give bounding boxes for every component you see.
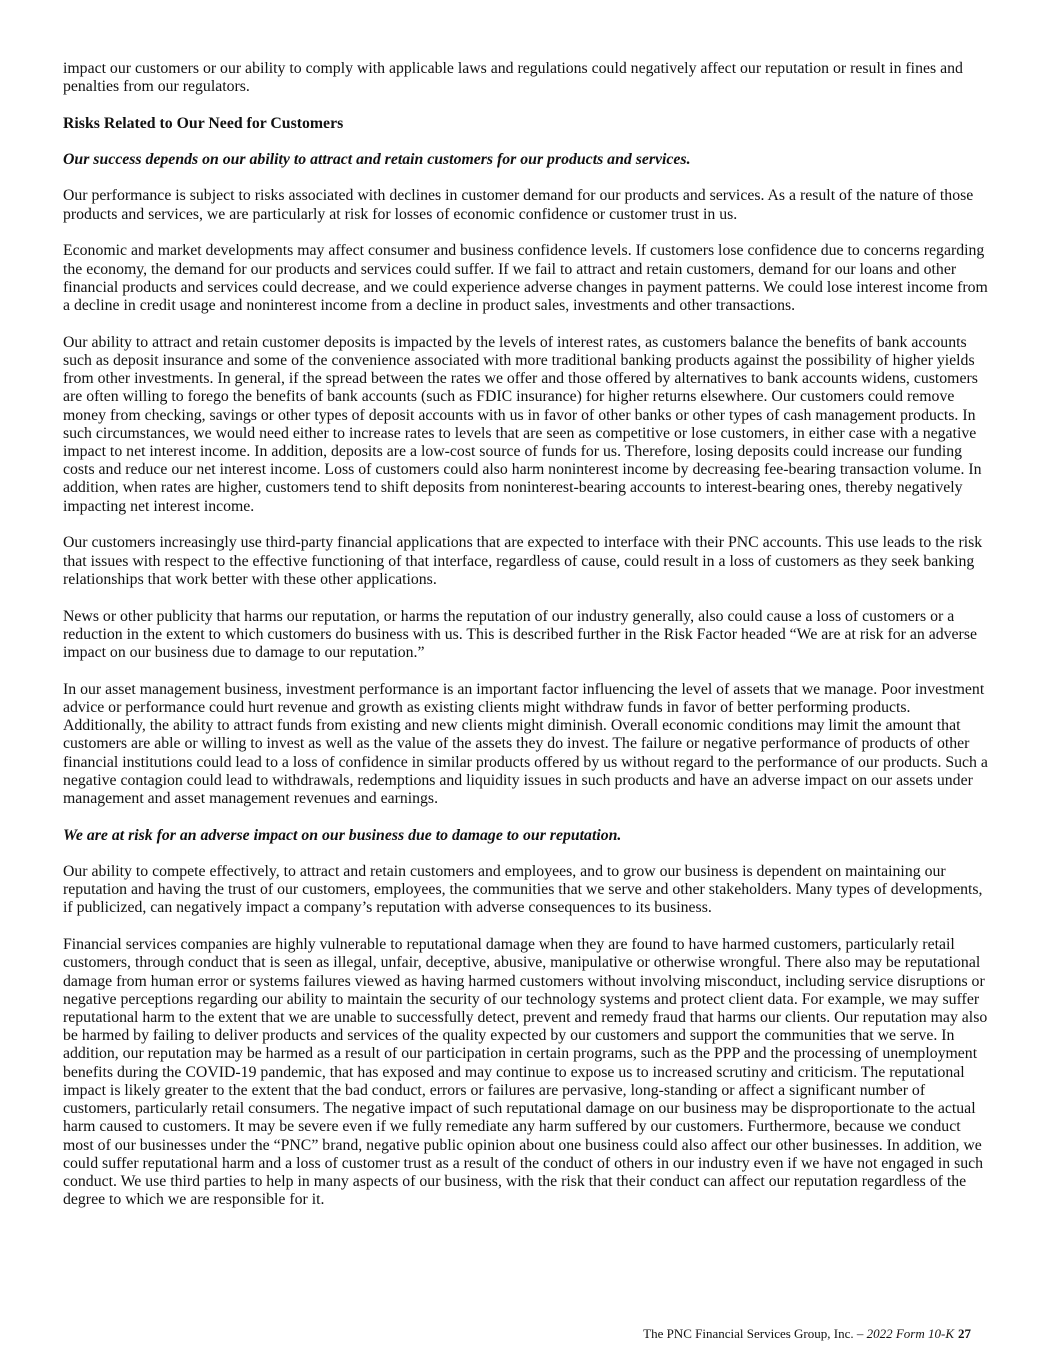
risk-factor-heading-reputation: We are at risk for an adverse impact on our business due to damage to our reputation. xyxy=(63,826,622,844)
risk1-paragraph: Our ability to attract and retain customer deposits is impacted by the levels of interest rates, as customers balance the benefits of bank accounts such as deposit insurance and some of the convenience associated with more traditional banking products against the possibility of higher yields from other investments. In general, if the spread between the rates we offer and those offered by alternatives to bank accounts widens, customers are often willing to forego the benefits of bank accounts (such as FDIC insurance) for higher returns elsewhere. Our customers could remove money from checking, savings or other types of deposit accounts with us in favor of other banks or other types of cash management products. In such circumstances, we would need either to increase rates to levels that are seen as competitive or lose customers, in either case with a negative impact to net interest income. In addition, deposits are a low-cost source of funds for us. Therefore, losing deposits could increase our funding costs and reduce our net interest income. Loss of customers could also harm noninterest income by decreasing fee-bearing transaction volume. In addition, when rates are higher, customers tend to shift deposits from noninterest-bearing accounts to interest-bearing ones, thereby negatively impacting net interest income. xyxy=(63,333,982,515)
document-page xyxy=(63,60,995,1228)
risk1-paragraph: Our customers increasingly use third-party financial applications that are expected to interface with their PNC accounts. This use leads to the risk that issues with respect to the effective functioning of that interface, regardless of cause, could result in a loss of customers as they seek banking relationships that work better with these other applications. xyxy=(63,534,983,588)
risk1-paragraph: Our performance is subject to risks associated with declines in customer demand for our products and services. As a result of the nature of those products and services, we are particularly at risk for losses of economic confidence or customer trust in us. xyxy=(63,187,974,223)
footer-company: The PNC Financial Services Group, Inc. – xyxy=(643,1326,867,1341)
risk2-paragraph: Our ability to compete effectively, to attract and retain customers and employees, and to grow our business is dependent on maintaining our reputation and having the trust of our customers, employees, the communities that we serve and other stakeholders. Many types of developments, if publicized, can negatively impact a company’s reputation with adverse consequences to its business. xyxy=(63,863,983,917)
section-heading: Risks Related to Our Need for Customers xyxy=(63,115,344,132)
risk1-paragraph: Economic and market developments may affect consumer and business confidence levels. If customers lose confidence due to concerns regarding the economy, the demand for our products and services could suffer. If we fail to attract and retain customers, demand for our loans and other financial products and services could decrease, and we could experience adverse changes in payment patterns. We could lose interest income from a decline in credit usage and noninterest income from a decline in product sales, investments and other transactions. xyxy=(63,242,988,315)
intro-continuation-paragraph: impact our customers or our ability to comply with applicable laws and regulations could negatively affect our reputation or result in fines and penalties from our regulators. xyxy=(63,60,963,96)
footer-form: 2022 Form 10-K xyxy=(866,1326,954,1341)
page-number: 27 xyxy=(958,1326,971,1341)
risk1-paragraph: News or other publicity that harms our reputation, or harms the reputation of our industry generally, also could cause a loss of customers or a reduction in the extent to which customers do business with us. This is described further in the Risk Factor headed “We are at risk for an adverse impact on our business due to damage to our reputation.” xyxy=(63,607,977,662)
risk-factor-heading-customers: Our success depends on our ability to attract and retain customers for our products and services. xyxy=(63,151,691,169)
page-footer xyxy=(643,1326,971,1342)
risk2-paragraph: Financial services companies are highly vulnerable to reputational damage when they are found to have harmed customers, particularly retail customers, through conduct that is seen as illegal, unfair, deceptive, abusive, manipulative or otherwise wrongful. There also may be reputational damage from human error or systems failures viewed as having harmed customers without involving misconduct, including service disruptions or negative perceptions regarding our ability to maintain the security of our technology systems and protect client data. For example, we may suffer reputational harm to the extent that we are unable to successfully detect, prevent and remedy fraud that harms our clients. Our reputation may also be harmed by failing to deliver products and services of the quality expected by our customers and support the communities that we serve. In addition, our reputation may be harmed as a result of our participation in certain programs, such as the PPP and the processing of unemployment benefits during the COVID-19 pandemic, that has exposed and may continue to expose us to increased scrutiny and criticism. The reputational impact is likely greater to the extent that the bad conduct, errors or failures are pervasive, long-standing or affect a significant number of customers, particularly retail consumers. The negative impact of such reputational damage on our business may be disproportionate to the actual harm caused to customers. It may be severe even if we fully remediate any harm suffered by our customers. Furthermore, because we conduct most of our businesses under the “PNC” brand, negative public opinion about one business could also affect our other businesses. In addition, we could suffer reputational harm and a loss of customer trust as a result of the conduct of others in our industry even if we have not engaged in such conduct. We use third parties to help in many aspects of our business, with the risk that their conduct can affect our reputation regardless of the degree to which we are responsible for it. xyxy=(63,936,988,1209)
risk1-paragraph: In our asset management business, investment performance is an important factor influencing the level of assets that we manage. Poor investment advice or performance could hurt revenue and growth as existing clients might withdraw funds in favor of better performing products. Additionally, the ability to attract funds from existing and new clients might diminish. Overall economic conditions may limit the amount that customers are able or willing to invest as well as the value of the assets they do invest. The failure or negative performance of products of other financial institutions could lead to a loss of confidence in similar products offered by us without regard to the performance of our products. Such a negative contagion could lead to withdrawals, redemptions and liquidity issues in such products and have an adverse impact on our assets under management and asset management revenues and earnings. xyxy=(63,680,988,808)
